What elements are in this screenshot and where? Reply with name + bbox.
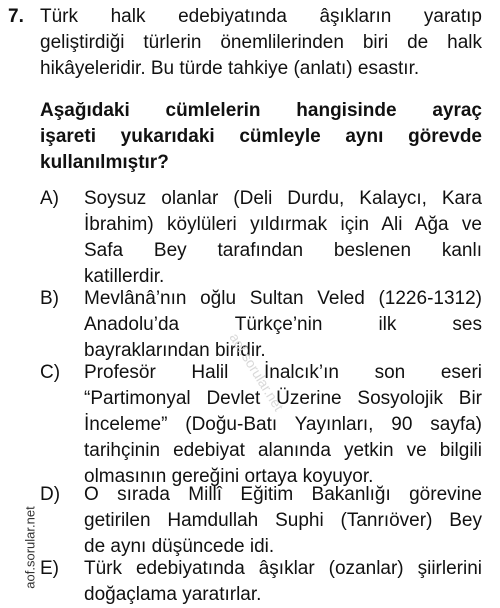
option-line: Safa Bey tarafından beslenen kanlı: [84, 240, 482, 261]
option-line: Soysuz olanlar (Deli Durdu, Kalaycı, Kara: [84, 188, 482, 209]
stem-line: hikâyeleridir. Bu türde tahkiye (anlatı) esastır.: [40, 58, 420, 79]
question-stem: [40, 4, 482, 82]
prompt-line: işareti yukarıdaki cümleyle aynı görevde: [40, 126, 482, 147]
stem-line: geliştirdiği türlerin önemlilerinden biri de halk: [40, 32, 482, 53]
option-line: “Partimonyal Devlet Üzerine Sosyolojik Bir: [84, 388, 482, 409]
option-line: Anadolu’da Türkçe’nin ilk ses: [84, 314, 482, 335]
option-line: de aynı düşüncede idi.: [84, 536, 275, 557]
stem-line: Türk halk edebiyatında âşıkların yaratıp: [40, 6, 482, 27]
option-letter: A): [40, 188, 59, 209]
option-text: [84, 286, 482, 364]
prompt-line: kullanılmıştır?: [40, 152, 169, 173]
option-letter: B): [40, 288, 59, 309]
option-text: [84, 556, 482, 608]
option-line: Profesör Halil İnalcık’ın son eseri: [84, 362, 482, 383]
question-prompt: [40, 98, 482, 176]
option-line: olmasının gereğini ortaya koyuyor.: [84, 466, 374, 487]
option-line: İnceleme” (Doğu-Batı Yayınları, 90 sayfa): [84, 414, 482, 435]
option-line: doğaçlama yaratırlar.: [84, 584, 262, 605]
option-line: Türk edebiyatında âşıklar (ozanlar) şiirlerini: [84, 558, 482, 579]
option-line: bayraklarından biridir.: [84, 340, 266, 361]
option-line: tarihçinin edebiyat alanında yetkin ve bilgili: [84, 440, 482, 461]
option-line: getirilen Hamdullah Suphi (Tanrıöver) Bey: [84, 510, 482, 531]
option-letter: D): [40, 484, 61, 505]
option-letter: C): [40, 362, 61, 383]
watermark: aof.sorular.net: [226, 330, 288, 414]
side-site-label: aof.sorular.net: [22, 506, 38, 589]
option-line: katillerdir.: [84, 266, 165, 287]
option-text: [84, 482, 482, 560]
option-line: Mevlânâ’nın oğlu Sultan Veled (1226-1312): [84, 288, 482, 309]
option-letter: E): [40, 558, 59, 579]
option-line: O sırada Millî Eğitim Bakanlığı görevine: [84, 484, 482, 505]
option-line: İbrahim) köylüleri yıldırmak için Ali Ağa ve: [84, 214, 482, 235]
prompt-line: Aşağıdaki cümlelerin hangisinde ayraç: [40, 100, 482, 121]
option-text: [84, 360, 482, 490]
question-number: 7.: [8, 6, 24, 27]
option-text: [84, 186, 482, 290]
